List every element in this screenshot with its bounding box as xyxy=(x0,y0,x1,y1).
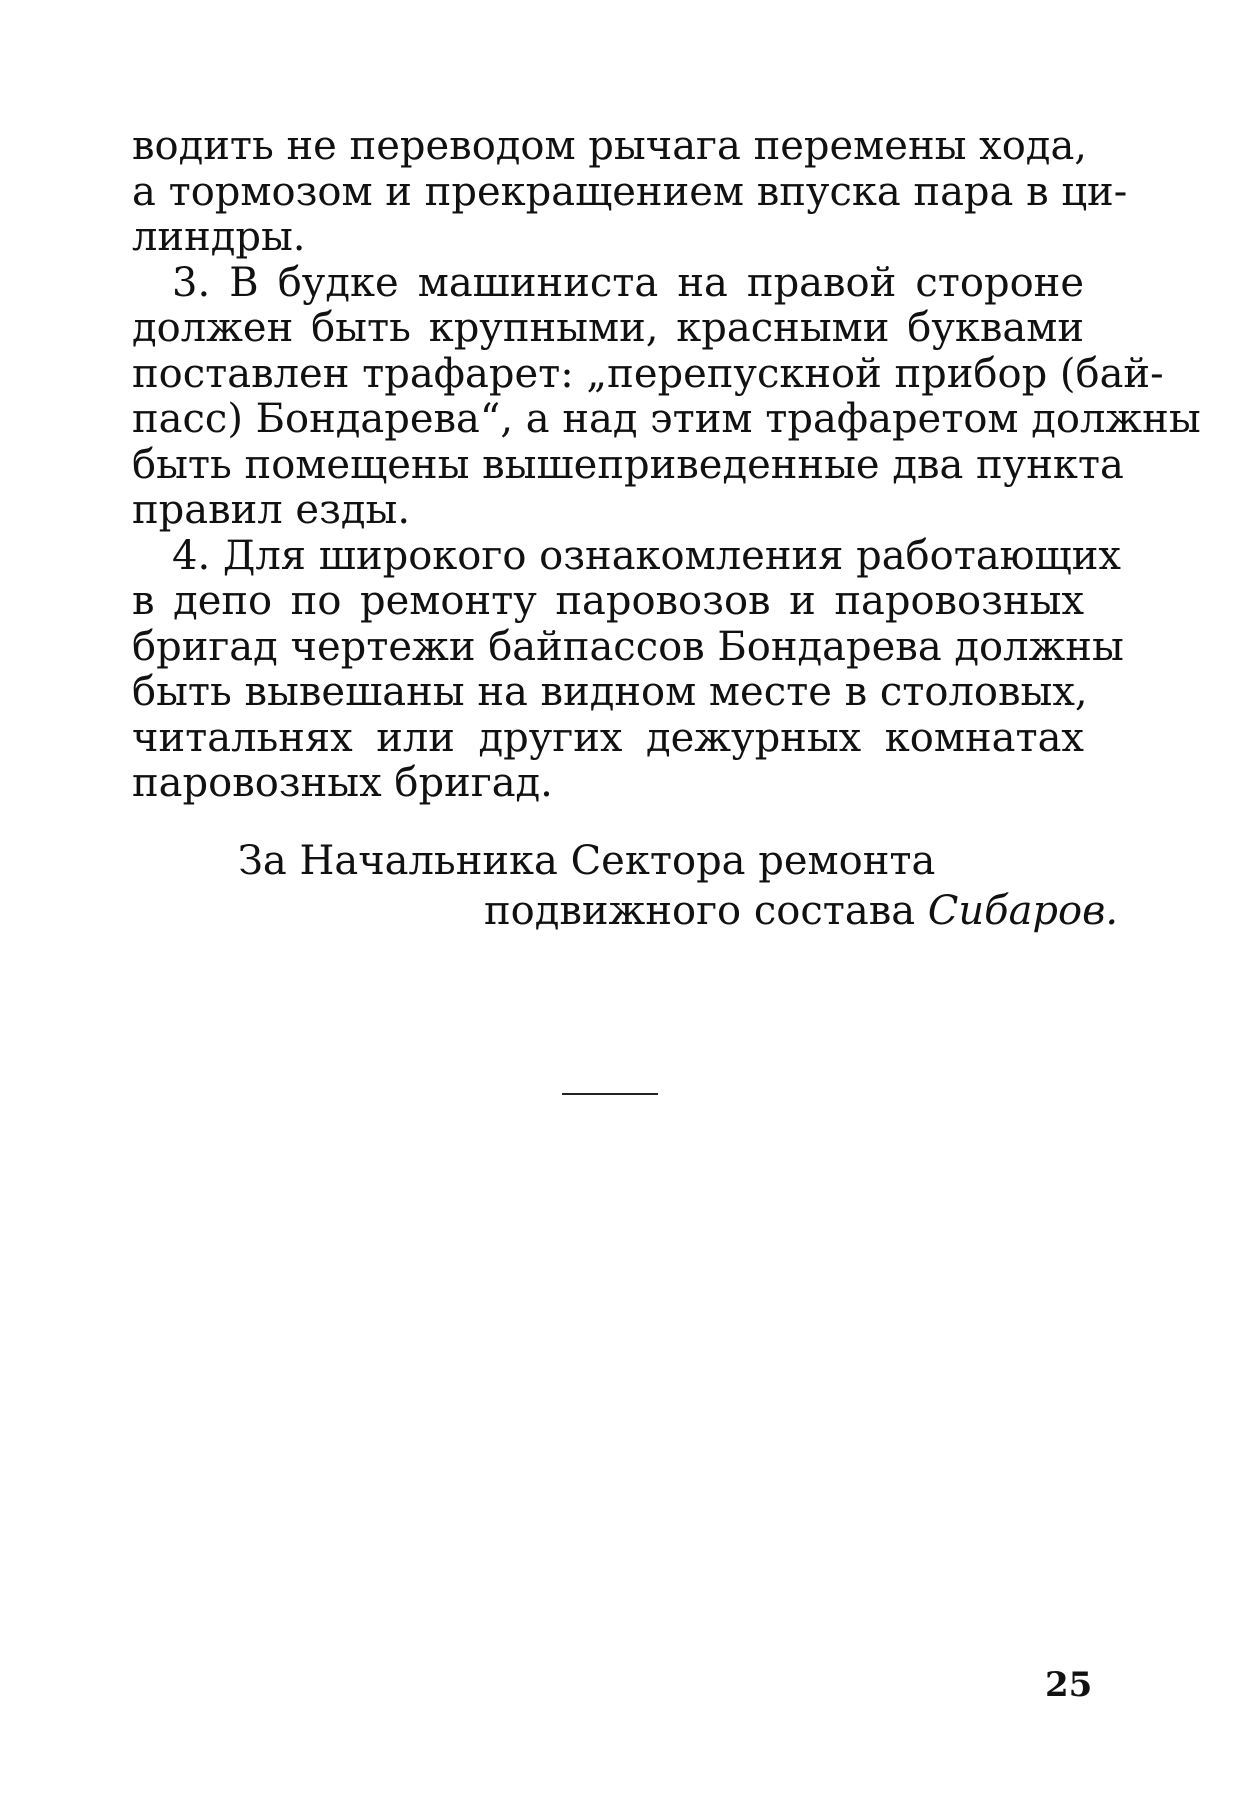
signature-department: подвижного состава xyxy=(484,888,916,934)
text-line: читальнях или других дежурных комнатах xyxy=(132,714,1084,761)
text-line: должен быть крупными, красными буквами xyxy=(132,305,1084,351)
signature-title: За Начальника Сектора ремонта xyxy=(238,838,936,884)
signature-title-continued xyxy=(484,886,1118,936)
page-number: 25 xyxy=(1045,1665,1093,1705)
text-line: поставлен трафарет: „перепускной прибор (бай- xyxy=(132,350,1164,397)
text-line: паровозных бригад. xyxy=(132,760,553,806)
text-line: правил езды. xyxy=(132,487,411,533)
text-line: пасс) Бондарева“, а над этим трафаретом должны xyxy=(132,396,1201,442)
text-line: а тормозом и прекращением впуска пара в ци- xyxy=(132,168,1128,215)
text-line: быть помещены вышеприведенные два пункта xyxy=(132,441,1124,488)
text-line: линдры. xyxy=(132,214,306,260)
signatory-name: Сибаров. xyxy=(927,888,1119,934)
paragraph-4-start: 4. Для широкого ознакомления работающих xyxy=(172,532,1121,579)
section-divider xyxy=(562,1093,658,1095)
text-line: водить не переводом рычага перемены хода, xyxy=(132,123,1087,169)
text-line: бригад чертежи байпассов Бондарева должны xyxy=(132,623,1124,670)
text-line: в депо по ремонту паровозов и паровозных xyxy=(132,578,1084,624)
body-text xyxy=(132,123,1201,807)
text-line: быть вывешаны на видном месте в столовых, xyxy=(132,669,1088,715)
paragraph-3-start: 3. В будке машиниста на правой стороне xyxy=(172,259,1084,306)
